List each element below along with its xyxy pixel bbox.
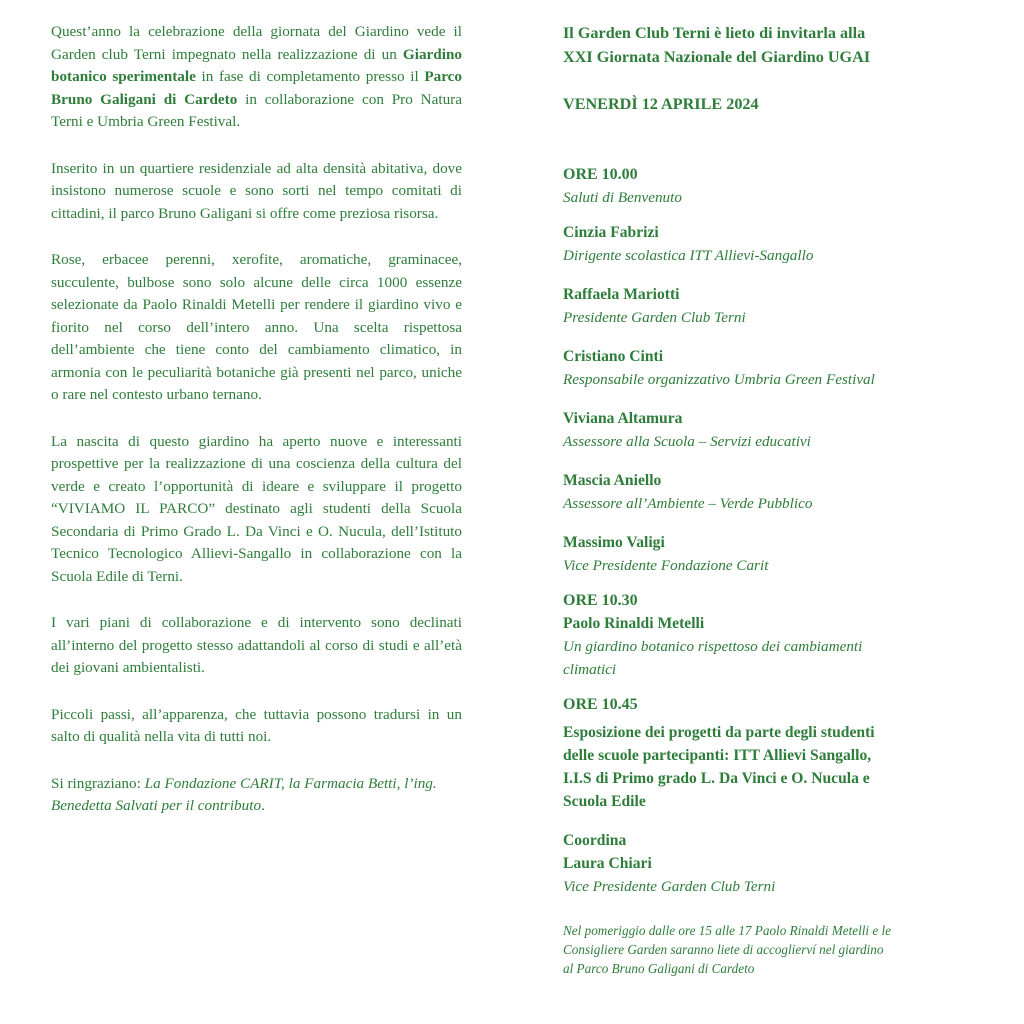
speaker-role: Responsabile organizzativo Umbria Green Festival [563,371,875,388]
time-slot: ORE 10.00 [563,166,638,183]
intro-text-3: in collaborazione con Pro Natura Terni e Umbria Green Festival. [51,90,462,130]
coordinator-item [563,829,983,898]
program-item-1030 [563,589,983,681]
speaker-item [563,407,983,453]
program-column [563,21,983,978]
thanks-paragraph [51,773,462,818]
invitation-heading [563,21,983,69]
speaker-item [563,283,983,329]
plants-paragraph: Rose, erbacee perenni, xerofite, aromatiche, graminacee, succulente, bulbose sono solo alcune delle circa 1000 essenze selezionate da Paolo Rinaldi Metelli per rendere il giardino vivo e fiorito nel corso dell’intero anno. Una scelta rispettosa dell’ambiente che tiene conto del cambiamento climatico, in armonia con le peculiarità botaniche già presenti nel parco, uniche o rare nel contesto urbano ternano. [51,251,462,403]
note-line: Nel pomeriggio dalle ore 15 alle 17 Paolo Rinaldi Metelli e le [563,923,892,938]
exhibition-line: delle scuole partecipanti: ITT Allievi Sangallo, [563,747,872,764]
invitation-line-1: Il Garden Club Terni è lieto di invitarla alla [563,24,866,42]
talk-title-line-1: Un giardino botanico rispettoso dei cambiamenti [563,638,863,655]
exhibition-line: I.I.S di Primo grado L. Da Vinci e O. Nucula e [563,770,870,787]
afternoon-note [563,921,983,978]
park-paragraph: Inserito in un quartiere residenziale ad alta densità abitativa, dove insistono numerose scuole e sono sorti nel tempo comitati di cittadini, il parco Bruno Galigani si offre come preziosa risorsa. [51,159,462,222]
talk-title-line-2: climatici [563,661,617,678]
program-item-1045 [563,693,983,813]
speaker-name: Viviana Altamura [563,410,683,427]
thanks-list: La Fondazione CARIT, la Farmacia Betti, l’ing. Benedetta Salvati per il contributo [51,774,437,814]
invitation-line-2: XXI Giornata Nazionale del Giardino UGAI [563,48,871,66]
exhibition-description [563,721,983,813]
speaker-role: Assessore all’Ambiente – Verde Pubblico [563,495,813,512]
exhibition-line: Scuola Edile [563,793,646,810]
program-item-1000 [563,163,983,209]
event-date: VENERDÌ 12 APRILE 2024 [563,95,759,113]
intro-text-1: Quest’anno la celebrazione della giornata del Giardino vede il Garden club Terni impegnato nella realizzazione di un [51,23,462,63]
speaker-role: Presidente Garden Club Terni [563,309,746,326]
coordinator-name: Laura Chiari [563,855,652,872]
time-slot: ORE 10.30 [563,592,638,609]
speaker-name: Paolo Rinaldi Metelli [563,615,705,632]
intro-text-2: in fase di completamento presso il [195,68,425,85]
coordinator-label: Coordina [563,832,627,849]
speaker-item [563,345,983,391]
note-line: al Parco Bruno Galigani di Cardeto [563,961,755,976]
welcome-label: Saluti di Benvenuto [563,189,682,206]
speaker-role: Dirigente scolastica ITT Allievi-Sangallo [563,247,814,264]
speaker-role: Vice Presidente Fondazione Carit [563,557,769,574]
thanks-label: Si ringraziano: [51,774,145,792]
time-slot: ORE 10.45 [563,696,638,713]
speaker-name: Cristiano Cinti [563,348,664,365]
speaker-name: Mascia Aniello [563,472,662,489]
speaker-item [563,221,983,267]
speaker-role: Assessore alla Scuola – Servizi educativi [563,433,811,450]
project-paragraph: La nascita di questo giardino ha aperto nuove e interessanti prospettive per la realizzazione di una coscienza della cultura del verde e creato l’opportunità di ideare e sviluppare il progetto “VIVIAMO IL PARCO” destinato agli studenti della Scuola Secondaria di Primo Grado L. Da Vinci e O. Nucula, dell’Istituto Tecnico Tecnologico Allievi-Sangallo in collaborazione con la Scuola Edile di Terni. [51,432,462,585]
collaboration-paragraph: I vari piani di collaborazione e di intervento sono declinati all’interno del progetto stesso adattandoli al corso di studi e all’età dei giovani ambientalisti. [51,614,462,676]
speaker-name: Massimo Valigi [563,534,665,551]
note-line: Consigliere Garden saranno liete di accoglierví nel giardino [563,942,884,957]
small-steps-paragraph: Piccoli passi, all’apparenza, che tuttavia possono tradursi in un salto di qualità nella vita di tutti noi. [51,705,462,745]
intro-paragraph [51,21,462,134]
speaker-item [563,531,983,577]
coordinator-role: Vice Presidente Garden Club Terni [563,878,776,895]
garden-name: Giardino botanico sperimentale [51,45,462,85]
thanks-period: . [261,797,265,814]
left-column [51,21,462,842]
speaker-name: Raffaela Mariotti [563,286,680,303]
exhibition-line: Esposizione dei progetti da parte degli studenti [563,724,875,741]
park-name: Parco Bruno Galigani di Cardeto [51,68,463,108]
speaker-item [563,469,983,515]
speaker-name: Cinzia Fabrizi [563,224,659,241]
